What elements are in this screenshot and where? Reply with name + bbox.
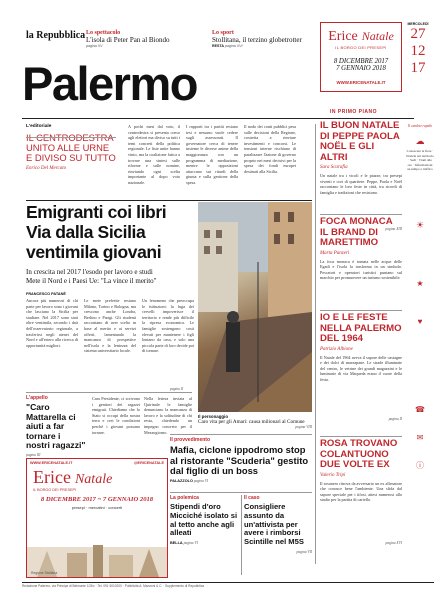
heart-icon: ♥ bbox=[417, 317, 423, 326]
lead-sub-1: In crescita nel 2017 l'esodo per lavoro e studi bbox=[26, 268, 153, 276]
lead-headline[interactable] bbox=[26, 202, 206, 262]
bottom-ad[interactable] bbox=[26, 458, 168, 578]
bottom-ad-dates: 8 DICEMBRE 2017 ~ 7 GENNAIO 2018 bbox=[40, 496, 154, 503]
appeal-body-2: Nella lettera inviata al Quirinale le famiglie denunciano la mancanza di lavoro e la solitudine di chi resta, chiedendo un impegno concreto per il Mezzogiorno. bbox=[144, 396, 192, 435]
phone-icon: ☎ bbox=[415, 405, 425, 414]
sidebar-2-title: FOCA MONACA IL BRAND DI MARETTIMO bbox=[320, 216, 393, 248]
footer-text: Redazione Palermo, via Principe di Belmonte 103/c · Tel. 091 6010200 · Pubblicità A. Manzoni & C. · Supplemento di Repubblica bbox=[22, 584, 205, 588]
bottom-ad-extra: presepi · mercatini · concerti bbox=[71, 505, 123, 510]
sidebar-1-title: IL BUON NATALE DI PEPPE PAOLA NOËL E GLI ALTRI bbox=[320, 120, 400, 163]
promo-1-text: L'isola di Peter Pan al Biondo bbox=[86, 36, 170, 44]
appeal-section: L'appello bbox=[26, 395, 48, 401]
date-weekday: MERCOLEDÌ bbox=[407, 22, 429, 26]
polemic-section: La polemica bbox=[170, 495, 199, 501]
top-ad-date-1: 8 DICEMBRE 2017 bbox=[333, 58, 389, 65]
promo-2-text: Stollitana, il terzino globetrotter bbox=[212, 36, 302, 44]
bottom-ad-logo-main: Erice bbox=[33, 467, 71, 487]
lead-author: FRANCESCO PATANÈ bbox=[26, 292, 66, 296]
procedure-headline: Mafia, ciclone ippodromo stop al ristorante "Scuderia" gestito dal figlio di un boss bbox=[170, 444, 309, 476]
lead-body-1: Ancora più numerosi di chi parte per lavoro sono i giovani che lasciano la Sicilia per studiare. Nel 2017 sono stati oltre ventimila, secondo i dati dell'osservatorio regionale, a trasferirsi negli atenei del Nord e all'estero alla ricerca di opportunità migliori. bbox=[26, 298, 78, 348]
top-ad-logo-main: Erice bbox=[328, 29, 358, 44]
procedure-section: Il provvedimento bbox=[170, 437, 211, 443]
promo-1-page: pagina XV bbox=[86, 44, 103, 48]
index-title: Il cambio rapido bbox=[407, 124, 433, 128]
top-ad-url[interactable]: WWW.ERICENATALE.IT bbox=[336, 80, 386, 85]
sidebar-4-title: ROSA TROVANO COLANTUONO DUE VOLTE EX bbox=[320, 438, 398, 470]
sidebar-1-author: Sara Scarafia bbox=[320, 165, 348, 170]
promo-1-kicker: Lo spettacolo bbox=[86, 30, 121, 36]
city-masthead: Palermo bbox=[22, 57, 197, 110]
photo-caption-text: Caro vita per gli Amari: causa milionari al Comune bbox=[198, 419, 305, 425]
case-page: pagina VII bbox=[296, 549, 312, 554]
sidebar-1-page: pagina XIII bbox=[385, 227, 402, 231]
top-ad-logo-sub: IL BORGO DEI PRESEPI bbox=[335, 45, 387, 50]
sidebar-3-author: Patrizio Albione bbox=[320, 346, 353, 352]
star-icon: ★ bbox=[416, 279, 424, 288]
case[interactable] bbox=[244, 495, 312, 554]
editorial-body-1: A pochi mesi dal voto, il centrodestra si presenta coeso agli elettori ma diviso su tutti i temi concreti della politica regionale. Le liste unite hanno vinto, ma la coalizione fatica a trovare una sintesi sulle riforme e sulle nomine, rinviando ogni scelta importante al dopo voto nazionale. bbox=[128, 124, 180, 185]
sidebar-story-1[interactable]: IL BUON NATALE DI PEPPE PAOLA NOËL E GLI ALTRI Sara Scarafia Un natale tra i vicoli e le piazze, tra presepi viventi e cori di quartiere. Peppe, Paola e Noël raccontano le loro feste in città, tra ricordi di famiglia e tradizioni che resistono. pagina XIII bbox=[320, 120, 402, 231]
photo-page: pagina VIII bbox=[295, 425, 312, 429]
promo-2[interactable] bbox=[212, 30, 316, 48]
polemic[interactable] bbox=[170, 495, 238, 545]
bottom-ad-url[interactable]: WWW.ERICENATALE.IT bbox=[30, 461, 73, 465]
case-headline: Consigliere assunto da un'attivista per avere i rimborsi Scintille nel M5S bbox=[244, 502, 304, 547]
editorial-body-2: I rapporti tra i partiti restano tesi e nessuno vuole cedere sugli assessorati. Il governatore cerca di tenere insieme le diverse anime della maggioranza con un programma di mediazione, mentre le opposizioni attaccano sui ritardi della giunta e sulla gestione della spesa. bbox=[186, 124, 238, 185]
promo-2-kicker: Lo sport bbox=[212, 30, 234, 36]
procedure[interactable] bbox=[170, 437, 312, 483]
date-day: 27 bbox=[410, 26, 426, 42]
lead-body-3: Un fenomeno che preoccupa le istituzioni: la fuga dei cervelli impoverisce il territorio e rende più difficile la ripresa economica. Le famiglie sostengono costi elevati per mantenere i figli lontano da casa, e solo una piccola parte di loro decide poi di tornare. bbox=[142, 298, 194, 354]
mail-icon: ✉ bbox=[416, 433, 424, 442]
sun-icon: ☀ bbox=[415, 220, 425, 230]
photo-caption bbox=[198, 414, 312, 429]
sidebar-story-3[interactable]: IO E LE FESTE NELLA PALERMO DEL 1964 Patrizio Albione Il Natale del 1964 aveva il sapore delle castagne e dei dolci di marzapane. Le strade illuminate del centro, le vetrine dei grandi magazzini e le luminarie di via Maqueda erano il cuore della festa. pagina II bbox=[320, 312, 402, 421]
index-column bbox=[406, 124, 434, 473]
lead-body-2: Le mete preferite restano Milano, Torino e Bologna, ma crescono anche Londra, Berlino e Parigi. Gli studenti raccontano di aver scelto in base al merito e ai servizi offerti, lamentando la mancanza di prospettive nell'isola e la lentezza del sistema universitario locale. bbox=[84, 298, 136, 354]
index-text: Conoscere le fiere · Notizie sul territorio · Sedi · Tram alle ore · Informazioni su tempo e traffico bbox=[406, 149, 434, 171]
top-ad[interactable] bbox=[320, 22, 402, 92]
appeal-body-1: Cara Presidente, ci scrivono i genitori dei ragazzi emigrati. Chiediamo che lo Stato si occupi della nostra terra e crei le condizioni perché i giovani possano tornare. bbox=[92, 396, 140, 435]
sidebar-4-author: Valerio Tripi bbox=[320, 472, 346, 478]
info-icon: ⓘ bbox=[416, 461, 424, 470]
street-scene bbox=[198, 202, 312, 412]
editorial-author: Enrico Del Mercato bbox=[26, 165, 67, 171]
polemic-headline: Stipendi d'oro Micciché isolato si al tetto anche agli alleati bbox=[170, 502, 238, 538]
sidebar-2-author: Marta Panzeri bbox=[320, 250, 350, 256]
polemic-author: BELLA bbox=[170, 541, 183, 546]
lead-page: pagina II bbox=[170, 387, 184, 391]
sidebar-story-4[interactable]: ROSA TROVANO COLANTUONO DUE VOLTE EX Valerio Tripi Il rosanero ritrova da avversario un ex allenatore che conosce bene l'ambiente. Una sfida dal sapore speciale per i tifosi, attesi numerosi allo stadio per la partita di cartello. pagina XVI bbox=[320, 438, 402, 545]
editorial[interactable] bbox=[26, 124, 116, 171]
procedure-author: PALAZZOLO bbox=[170, 478, 193, 483]
appeal[interactable] bbox=[26, 395, 86, 457]
top-ad-date-2: 7 GENNAIO 2018 bbox=[336, 65, 386, 72]
promo-1[interactable] bbox=[86, 30, 206, 48]
date-box bbox=[403, 22, 433, 90]
appeal-page: pagina III bbox=[26, 452, 41, 457]
lead-sub-2: Mete il Nord e i Paesi Ue: "La vince il merito" bbox=[26, 277, 157, 285]
bottom-ad-social[interactable]: @ERICENATALE bbox=[133, 461, 164, 465]
lead-headline-2: Via dalla Sicilia bbox=[26, 222, 146, 242]
first-page-label: IN PRIMO PIANO bbox=[330, 109, 378, 115]
lead-headline-1: Emigranti coi libri bbox=[26, 202, 167, 222]
cloud-icon: ☁ bbox=[415, 136, 425, 146]
bottom-ad-logo-sub: IL BORGO DEI PRESEPI bbox=[33, 488, 77, 492]
procedure-page: pagina VI bbox=[193, 478, 209, 483]
editorial-body-3: Il nodo dei conti pubblici pesa sulle decisioni della Regione, costretta a rinviare investimenti e concorsi. Le tensioni interne rischiano di paralizzare l'azione di governo proprio nei mesi decisivi per la spesa dei fondi europei destinati alla Sicilia. bbox=[244, 124, 296, 174]
sidebar-3-page: pagina II bbox=[388, 416, 402, 421]
appeal-quote: "Caro Mattarella ci aiuti a far tornare i nostri ragazzi" bbox=[26, 402, 86, 451]
promo-2-page: pagina XVI bbox=[224, 44, 243, 48]
promo-2-author: RESTA bbox=[212, 44, 224, 48]
sidebar-3-title: IO E LE FESTE NELLA PALERMO DEL 1964 bbox=[320, 312, 402, 344]
lead-headline-3: ventimila giovani bbox=[26, 242, 162, 262]
case-section: Il caso bbox=[244, 495, 260, 501]
bottom-ad-sponsor: Regione Siciliana bbox=[31, 571, 58, 575]
editorial-section: L'editoriale bbox=[26, 124, 52, 129]
masthead-brand: la Repubblica bbox=[26, 30, 86, 41]
sidebar-4-page: pagina XVI bbox=[385, 540, 402, 545]
top-ad-logo-script: Natale bbox=[361, 29, 394, 43]
lead-photo bbox=[198, 202, 312, 412]
polemic-page: pagina VI bbox=[183, 541, 198, 546]
bottom-ad-logo-script: Natale bbox=[74, 472, 113, 487]
lead-subheadline bbox=[26, 268, 194, 286]
date-month: 12 bbox=[410, 43, 426, 59]
date-year: 17 bbox=[410, 60, 426, 76]
editorial-title: IL CENTRODESTRA UNITO ALLE URNE E DIVISO SU TUTTO bbox=[26, 131, 116, 163]
sidebar-story-2[interactable]: FOCA MONACA IL BRAND DI MARETTIMO Marta Panzeri La foca monaca è tornata nelle acque delle Egadi e l'isola la trasforma in un simbolo. Pescatori e operatori turistici puntano sul marchio per promuovere un turismo sostenibile. bbox=[320, 216, 402, 281]
photo-tag: Il personaggio bbox=[198, 414, 229, 419]
